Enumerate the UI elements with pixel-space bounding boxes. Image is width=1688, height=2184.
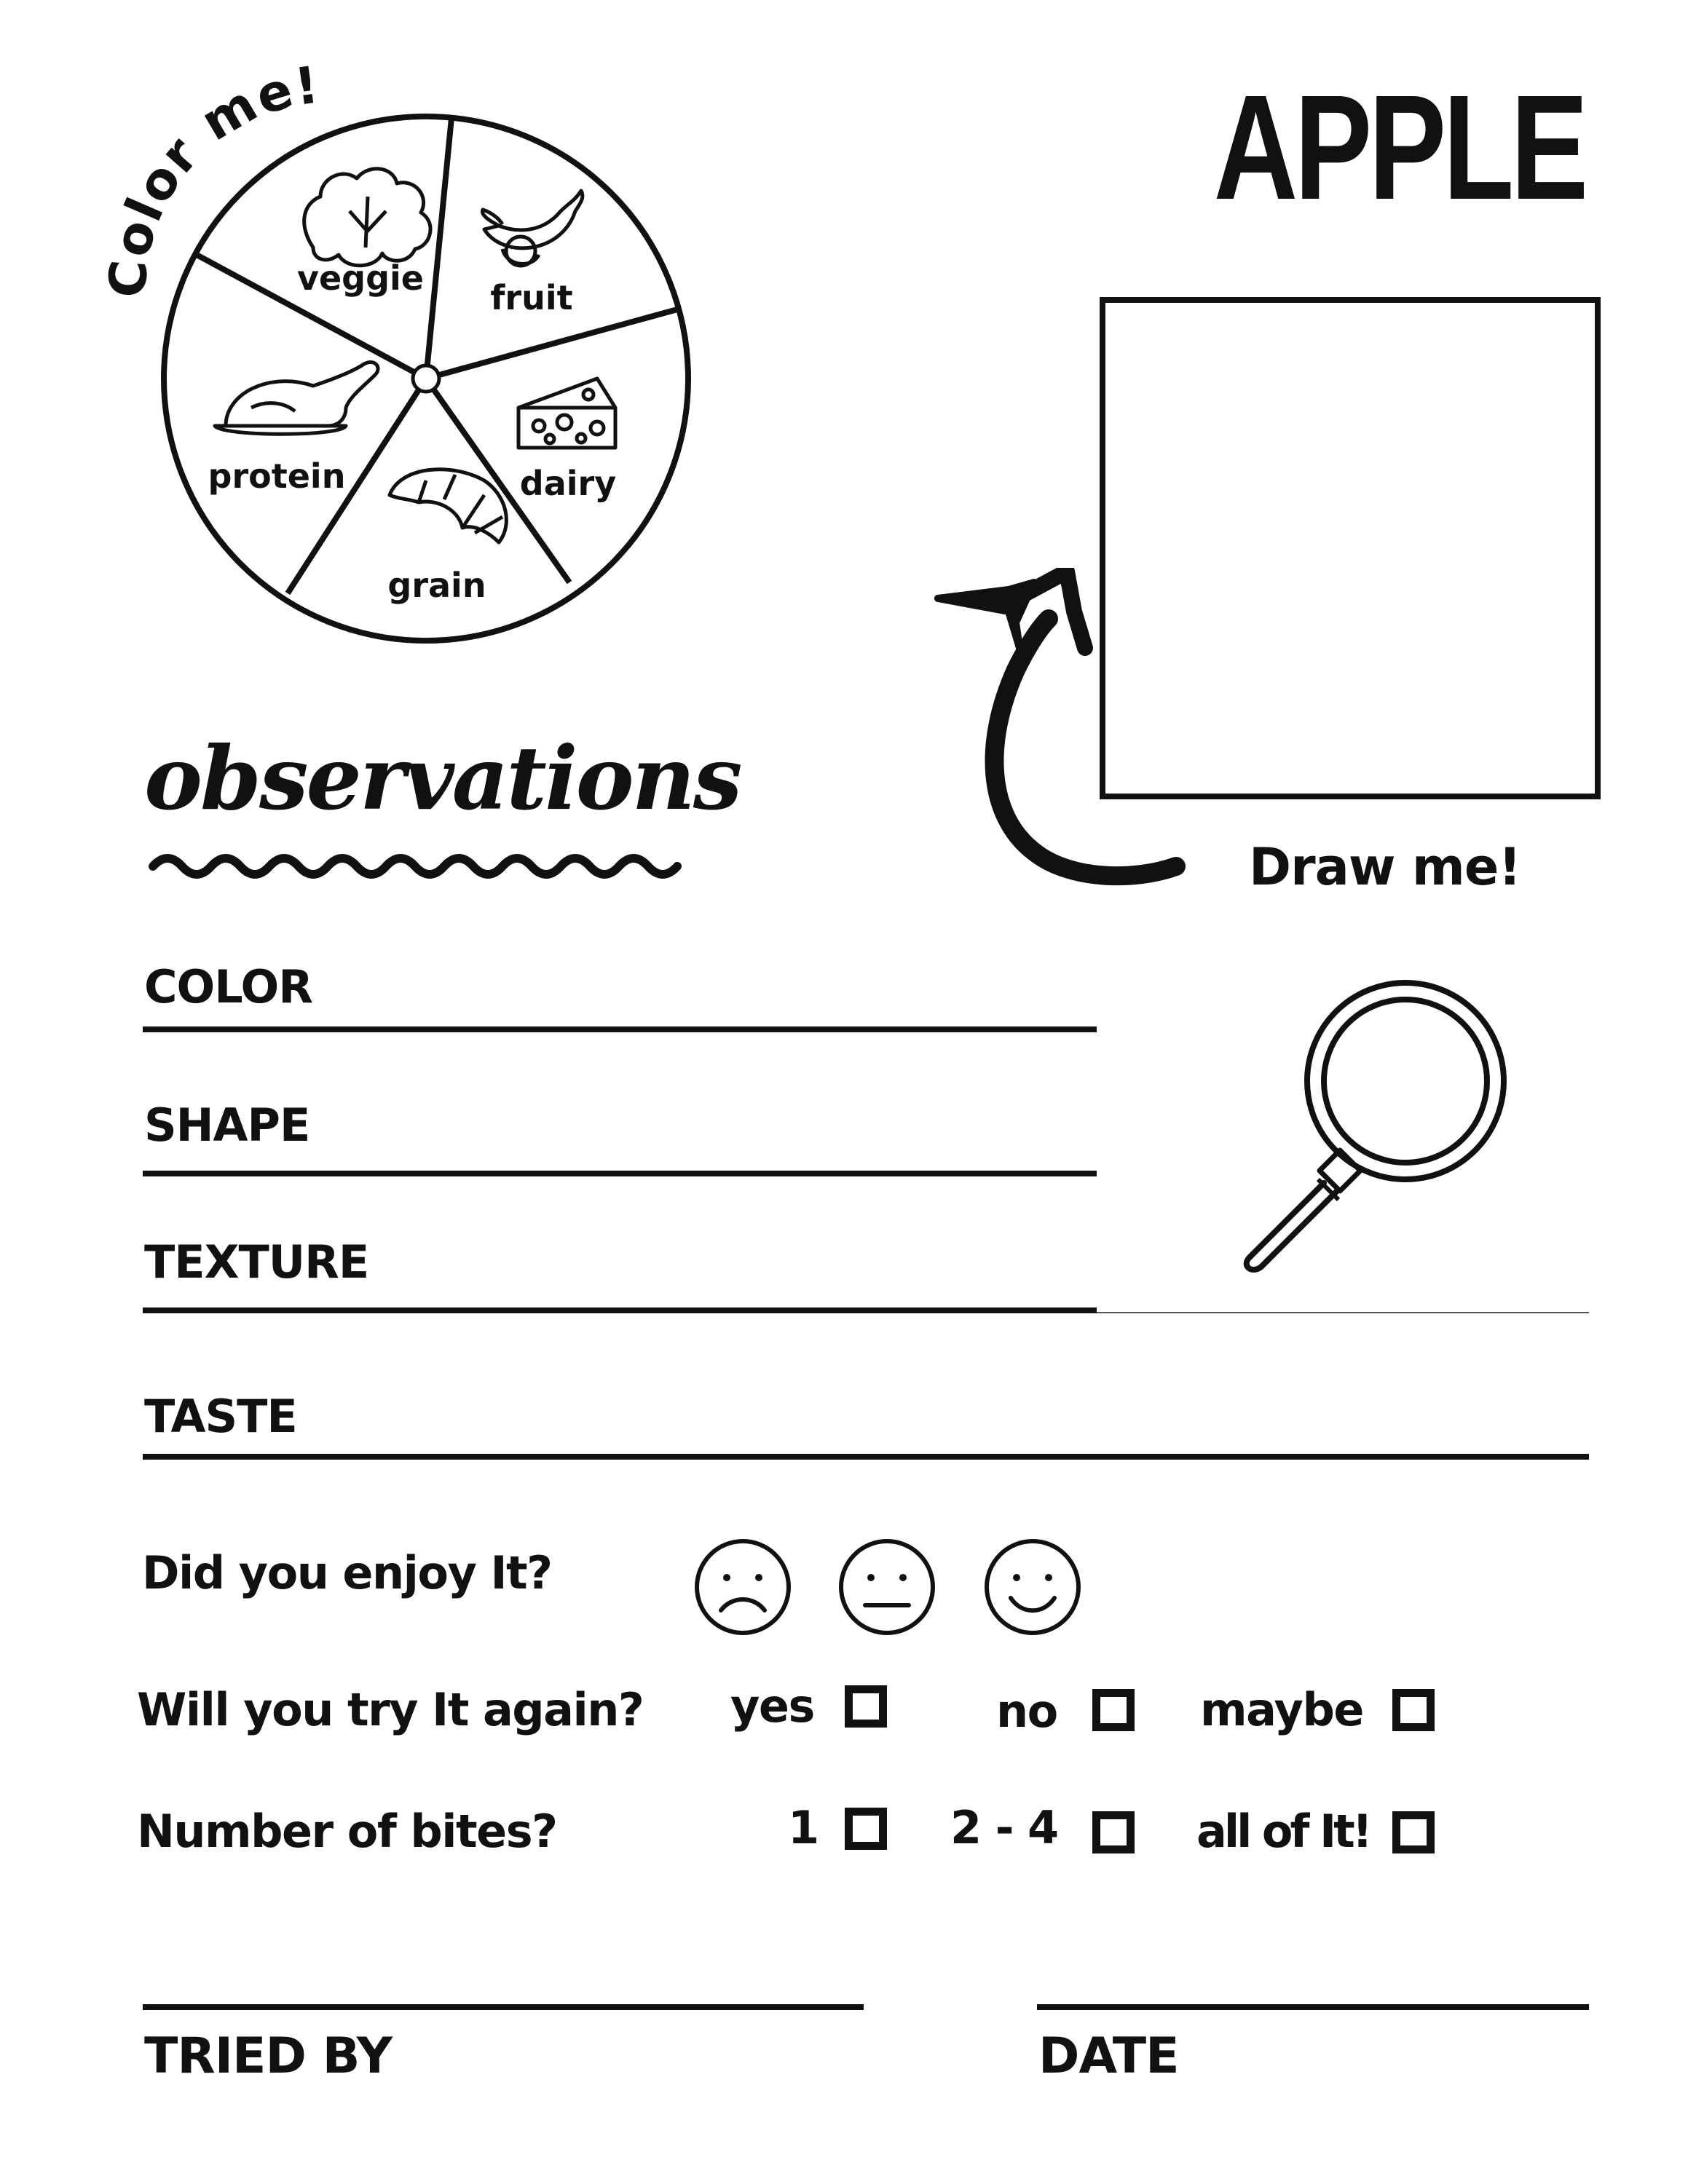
sad-face-icon[interactable]: [692, 1536, 794, 1638]
try-again-question: Will you try It again?: [137, 1683, 644, 1736]
page-title: APPLE: [1213, 64, 1585, 231]
date-line[interactable]: [1037, 2004, 1589, 2010]
bites-option-2-4: 2 - 4: [950, 1801, 1058, 1854]
checkbox-no[interactable]: [1092, 1689, 1135, 1731]
bites-option-1: 1: [788, 1801, 819, 1854]
wheel-segment-fruit: fruit: [490, 278, 573, 317]
checkbox-bites-2-4[interactable]: [1092, 1811, 1135, 1853]
curved-arrow-icon: [918, 568, 1194, 903]
date-label: DATE: [1038, 2027, 1179, 2085]
field-label-taste: TASTE: [144, 1390, 297, 1443]
wheel-hub: [413, 365, 439, 392]
wheel-caption: Color me!: [97, 58, 324, 300]
wheel-segment-grain: grain: [387, 566, 486, 605]
bites-question: Number of bites?: [137, 1805, 557, 1858]
field-line-texture[interactable]: [143, 1307, 1097, 1313]
magnifying-glass-icon: [1231, 976, 1522, 1274]
checkbox-yes[interactable]: [845, 1685, 887, 1728]
tried-by-label: TRIED BY: [144, 2027, 392, 2085]
wheel-segment-dairy: dairy: [519, 464, 617, 503]
checkbox-maybe[interactable]: [1392, 1689, 1435, 1731]
bites-option-all: all of It!: [1196, 1805, 1370, 1858]
wheel-segment-veggie: veggie: [296, 258, 425, 298]
checkbox-bites-1[interactable]: [845, 1808, 887, 1850]
field-label-shape: SHAPE: [144, 1099, 310, 1152]
texture-line-extension: [1097, 1312, 1589, 1313]
wheel-segment-protein: protein: [208, 456, 346, 496]
field-line-color[interactable]: [143, 1026, 1097, 1032]
field-line-shape[interactable]: [143, 1171, 1097, 1176]
happy-face-icon[interactable]: [982, 1536, 1084, 1638]
field-label-texture: TEXTURE: [144, 1235, 369, 1289]
neutral-face-icon[interactable]: [836, 1536, 938, 1638]
try-again-option-maybe: maybe: [1200, 1683, 1363, 1736]
field-label-color: COLOR: [144, 960, 312, 1013]
tried-by-line[interactable]: [143, 2004, 864, 2010]
try-again-option-no: no: [996, 1685, 1057, 1738]
food-group-wheel[interactable]: [95, 58, 750, 655]
try-again-option-yes: yes: [730, 1679, 814, 1733]
checkbox-bites-all[interactable]: [1392, 1811, 1435, 1853]
draw-me-prompt: Draw me!: [1249, 837, 1521, 897]
field-line-taste[interactable]: [143, 1454, 1589, 1460]
enjoy-question: Did you enjoy It?: [142, 1546, 552, 1599]
observations-heading: observations: [144, 727, 741, 830]
wavy-underline: [146, 848, 692, 885]
